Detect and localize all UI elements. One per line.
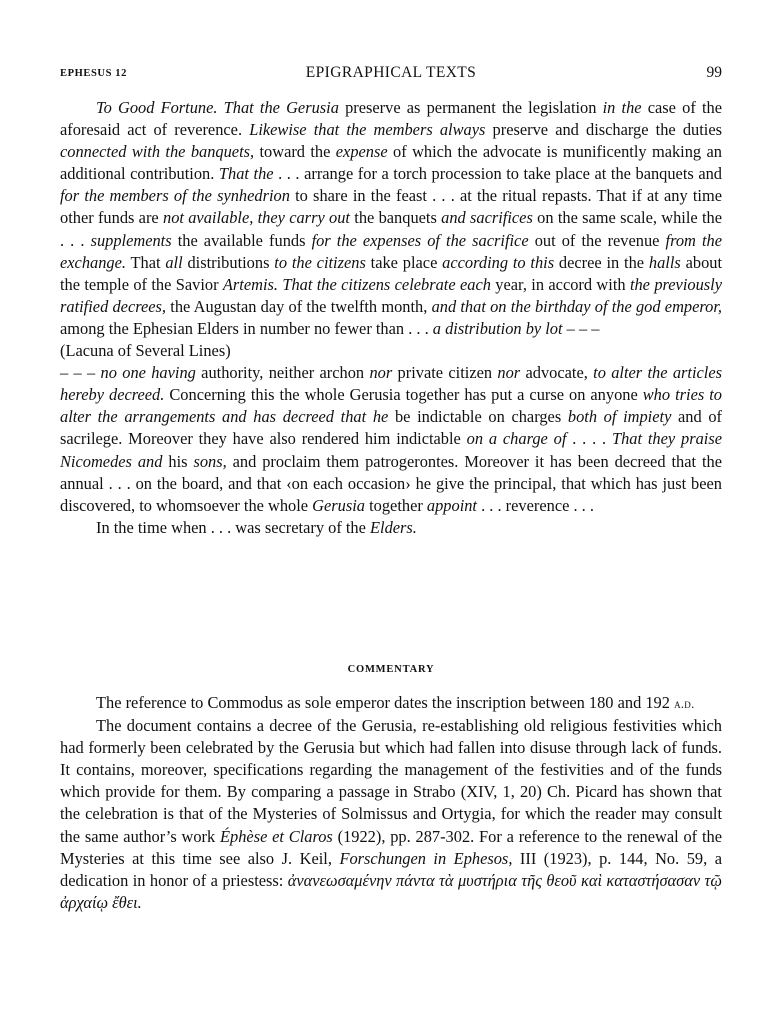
italic-span: who tries to alter the arrangements and has decreed that he xyxy=(60,385,722,427)
italic-span: on a charge of xyxy=(466,429,567,449)
text-span: together xyxy=(365,495,427,515)
italic-span: a distribution by lot xyxy=(432,318,563,338)
text-span: . . . arrange for a torch procession to take place at the banquets and xyxy=(273,164,722,184)
translation-paragraph-3 xyxy=(60,517,722,539)
italic-span: supplements xyxy=(90,230,172,250)
text-span: be indictable on charges xyxy=(388,407,568,427)
text-span: The reference to Commodus as sole emperor dates the inscription between 180 and 192 xyxy=(96,693,675,712)
italic-span: in the xyxy=(602,98,642,117)
lacuna-note: (Lacuna of Several Lines) xyxy=(60,341,231,361)
text-span: and of sacrilege. Moreover they have also rendered him indictable xyxy=(60,407,722,449)
italic-span: Elders. xyxy=(370,517,417,537)
text-span: private citizen xyxy=(392,363,498,383)
italic-span: halls xyxy=(648,252,681,272)
page-number: 99 xyxy=(706,64,722,81)
italic-span: according to this xyxy=(442,252,555,272)
text-span: on the same scale, while the . . . xyxy=(60,208,722,250)
commentary-paragraph-2 xyxy=(60,715,722,914)
italic-span: all xyxy=(165,252,183,272)
text-span: decree in the xyxy=(554,252,649,272)
translation-paragraph-2 xyxy=(60,362,722,517)
italic-span: to alter the articles hereby decreed. xyxy=(60,363,723,405)
text-span: preserve as permanent the legislation xyxy=(338,98,603,117)
italic-span: That they praise Nicomedes and xyxy=(60,429,722,471)
italic-span: and that on the birthday of the god emperor, xyxy=(431,296,722,316)
italic-span: expense xyxy=(335,142,388,162)
italic-span: for the expenses of the sacrifice xyxy=(311,230,529,250)
text-span: That xyxy=(125,252,166,272)
text-span: the Augustan day of the twelfth month, xyxy=(166,296,432,316)
italic-span: no one having xyxy=(100,363,196,383)
italic-span: connected with the banquets, xyxy=(60,142,255,162)
text-span: of which the advocate is munificently making an additional contribution. xyxy=(60,142,722,184)
italic-span: to the citizens xyxy=(274,252,366,272)
text-span: advocate, xyxy=(520,363,594,383)
text-span: – – – xyxy=(562,318,600,338)
text-span: the banquets xyxy=(349,208,442,228)
italic-span: Likewise that the members always xyxy=(249,120,486,140)
italic-span: and sacrifices xyxy=(441,208,533,228)
text-span: III (1923), p. 144, No. 59, a dedication in honor of a priestess: xyxy=(60,848,722,890)
text-span: authority, neither archon xyxy=(195,363,370,383)
text-span: to share in the feast . . . at the ritual repasts. That if at any time other funds are xyxy=(60,186,722,228)
running-header xyxy=(60,64,722,86)
text-span: year, in accord with xyxy=(490,274,630,294)
text-span: his xyxy=(162,451,194,471)
text-span: (1922), pp. 287-302. For a reference to the renewal of the Mysteries at this time see also J. Keil, xyxy=(60,826,722,868)
italic-span: That the xyxy=(218,164,274,184)
text-span: – – – xyxy=(60,363,101,383)
text-span: . . . . xyxy=(566,429,612,449)
text-span: among the Ephesian Elders in number no fewer than . . . xyxy=(60,318,433,338)
text-span: Concerning this the whole Gerusia together has put a curse on anyone xyxy=(164,385,643,405)
running-title: EPIGRAPHICAL TEXTS xyxy=(305,64,477,81)
commentary-paragraph-1 xyxy=(60,692,722,715)
text-span: and proclaim them patrogerontes. Moreover it has been decreed that the annual . . . on the board, and that ‹on each occasion› he give the principal, that which has just been discovered, to whomsoever the whole xyxy=(60,451,722,515)
section-label: EPHESUS 12 xyxy=(60,68,127,79)
italic-span: sons, xyxy=(193,451,227,471)
italic-span: Artemis. That the citizens celebrate each xyxy=(222,274,491,294)
commentary-heading: COMMENTARY xyxy=(347,664,435,675)
italic-span: both of impiety xyxy=(567,407,672,427)
commentary-text xyxy=(60,692,722,914)
italic-span: Gerusia xyxy=(312,495,365,515)
translation-text xyxy=(60,97,722,539)
era-abbreviation: a.d. xyxy=(674,697,695,711)
book-title: Forschungen in Ephesos, xyxy=(339,848,513,868)
italic-span: appoint xyxy=(426,495,477,515)
italic-span: nor xyxy=(497,363,521,383)
italic-span: To Good Fortune. That the Gerusia xyxy=(96,98,339,117)
book-title: Éphèse et Claros xyxy=(220,826,333,846)
italic-span: nor xyxy=(369,363,393,383)
greek-quotation: ἀνανεωσαμένην πάντα τὰ μυστήρια τῆς θεοῦ καὶ καταστήσασαν τῷ ἀρχαίῳ ἔθει. xyxy=(60,870,722,912)
text-span: case of the aforesaid act of reverence. xyxy=(60,98,722,140)
italic-span: not available, they carry out xyxy=(163,208,350,228)
text-span: out of the revenue xyxy=(528,230,666,250)
text-span: the available funds xyxy=(171,230,312,250)
text-span: distributions xyxy=(182,252,275,272)
text-span: The document contains a decree of the Gerusia, re-establishing old religious festivities which had formerly been celebrated by the Gerusia but which had fallen into disuse through lack of funds. It contains, moreover, specifications regarding the management of the festivities and of the funds which provide for them. By comparing a passage in Strabo (XIV, 1, 20) Ch. Picard has shown that the celebration is that of the Mysteries of Solmissus and Ortygia, for which the reader may consult the same author’s work xyxy=(60,716,722,846)
text-span: . . . reverence . . . xyxy=(477,495,594,515)
translation-paragraph-1 xyxy=(60,97,722,340)
text-span: preserve and discharge the duties xyxy=(485,120,722,140)
text-span: In the time when . . . was secretary of the xyxy=(96,517,370,537)
text-span: toward the xyxy=(254,142,336,162)
text-span: take place xyxy=(365,252,443,272)
italic-span: the previously ratified decrees, xyxy=(60,274,722,316)
italic-span: from the exchange. xyxy=(60,230,722,272)
italic-span: for the members of the synhedrion xyxy=(60,186,290,206)
text-span: about the temple of the Savior xyxy=(60,252,723,294)
